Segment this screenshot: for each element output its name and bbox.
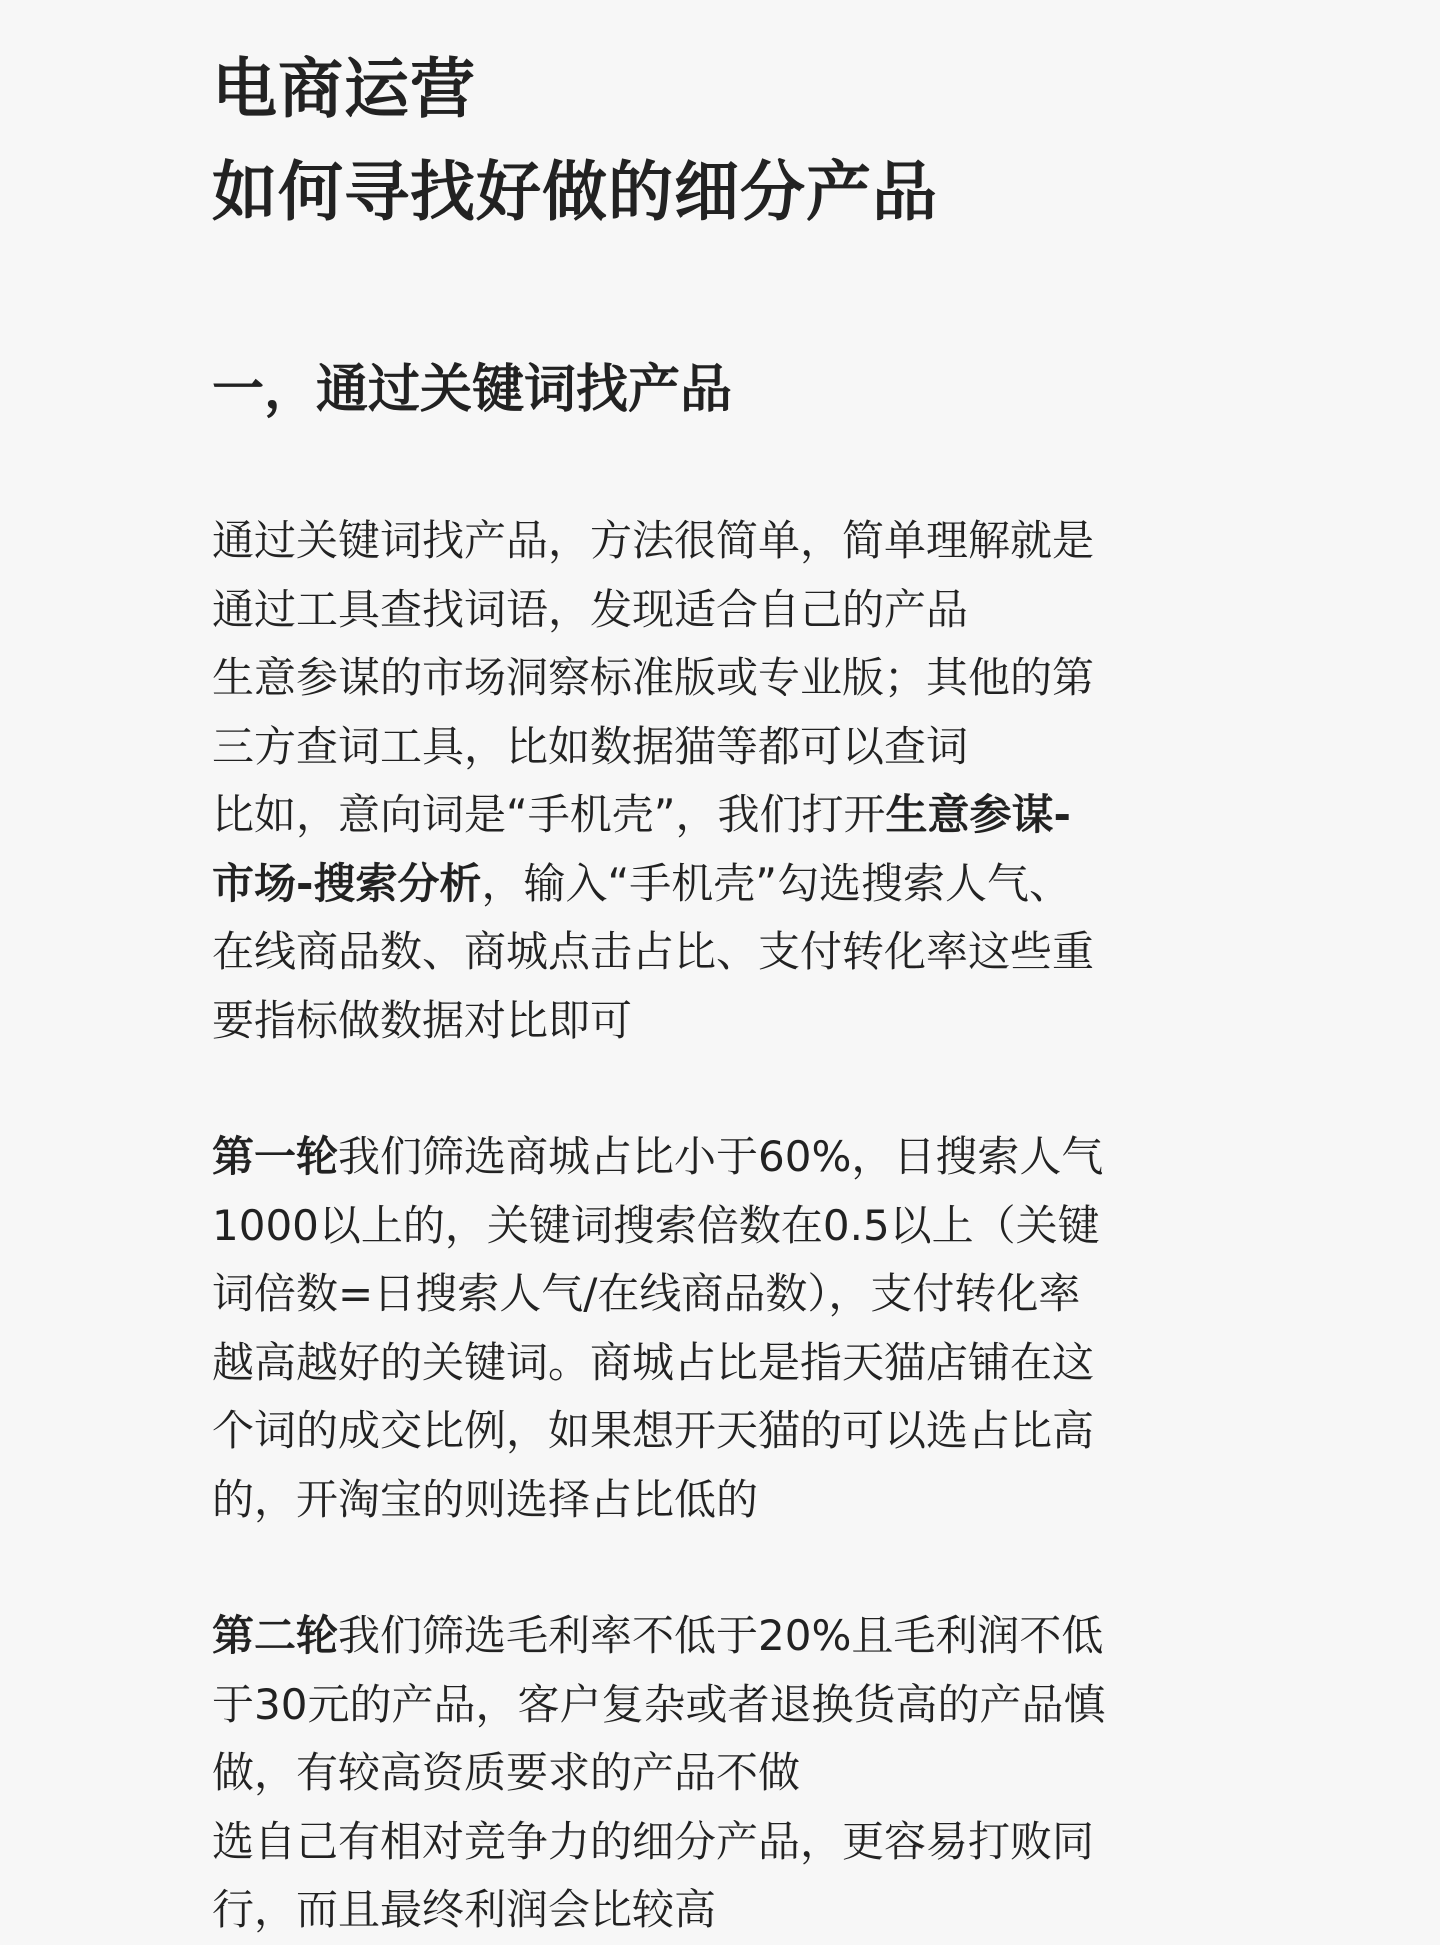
text-line (212, 1602, 1262, 1671)
text-line: 生意参谋的市场洞察标准版或专业版；其他的第 (212, 653, 1095, 702)
emphasis-text: 生意参谋- (885, 790, 1071, 839)
text-segment: 我们筛选商城占比小于60%，日搜索人气 (338, 1132, 1104, 1181)
article (212, 38, 1262, 1945)
text-segment: 比如，意向词是“手机壳”，我们打开 (212, 790, 886, 839)
title-line-2: 如何寻找好做的细分产品 (212, 155, 939, 230)
page-title (212, 38, 1262, 244)
text-line: 要指标做数据对比即可 (212, 995, 633, 1045)
text-line: 个词的成交比例，如果想开天猫的可以选占比高 (212, 1406, 1095, 1455)
text-line: 做，有较高资质要求的产品不做 (212, 1748, 801, 1797)
round-label: 第一轮 (212, 1132, 339, 1181)
text-segment: ，输入“手机壳”勾选搜索人气、 (481, 858, 1071, 908)
title-line-1: 电商运营 (212, 52, 477, 127)
paragraph-keyword-method (212, 507, 1262, 1055)
text-line (212, 850, 1262, 919)
text-line: 通过关键词找产品，方法很简单，简单理解就是 (212, 516, 1095, 565)
text-line: 在线商品数、商城点击占比、支付转化率这些重 (212, 927, 1095, 976)
paragraph-round-two (212, 1602, 1262, 1945)
paragraph-round-one (212, 1123, 1262, 1534)
text-segment: 我们筛选毛利率不低于20%且毛利润不低 (338, 1611, 1104, 1660)
text-line: 于30元的产品，客户复杂或者退换货高的产品慎 (212, 1679, 1106, 1729)
text-line: 选自己有相对竞争力的细分产品，更容易打败同 (212, 1816, 1095, 1866)
text-line: 的，开淘宝的则选择占比低的 (212, 1474, 759, 1524)
text-line (212, 1123, 1262, 1192)
text-line: 越高越好的关键词。商城占比是指天猫店铺在这 (212, 1337, 1095, 1387)
round-label: 第二轮 (212, 1611, 339, 1660)
text-line (212, 781, 1262, 850)
text-line: 三方查词工具，比如数据猫等都可以查词 (212, 721, 969, 771)
text-line: 1000以上的，关键词搜索倍数在0.5以上（关键 (212, 1200, 1100, 1250)
emphasis-text: 市场-搜索分析 (212, 858, 482, 908)
text-line: 通过工具查找词语，发现适合自己的产品 (212, 584, 969, 634)
text-line: 行，而且最终利润会比较高 (212, 1885, 717, 1934)
text-line: 词倍数=日搜索人气/在线商品数），支付转化率 (212, 1269, 1081, 1318)
section-heading-keywords: 一，通过关键词找产品 (212, 360, 733, 420)
